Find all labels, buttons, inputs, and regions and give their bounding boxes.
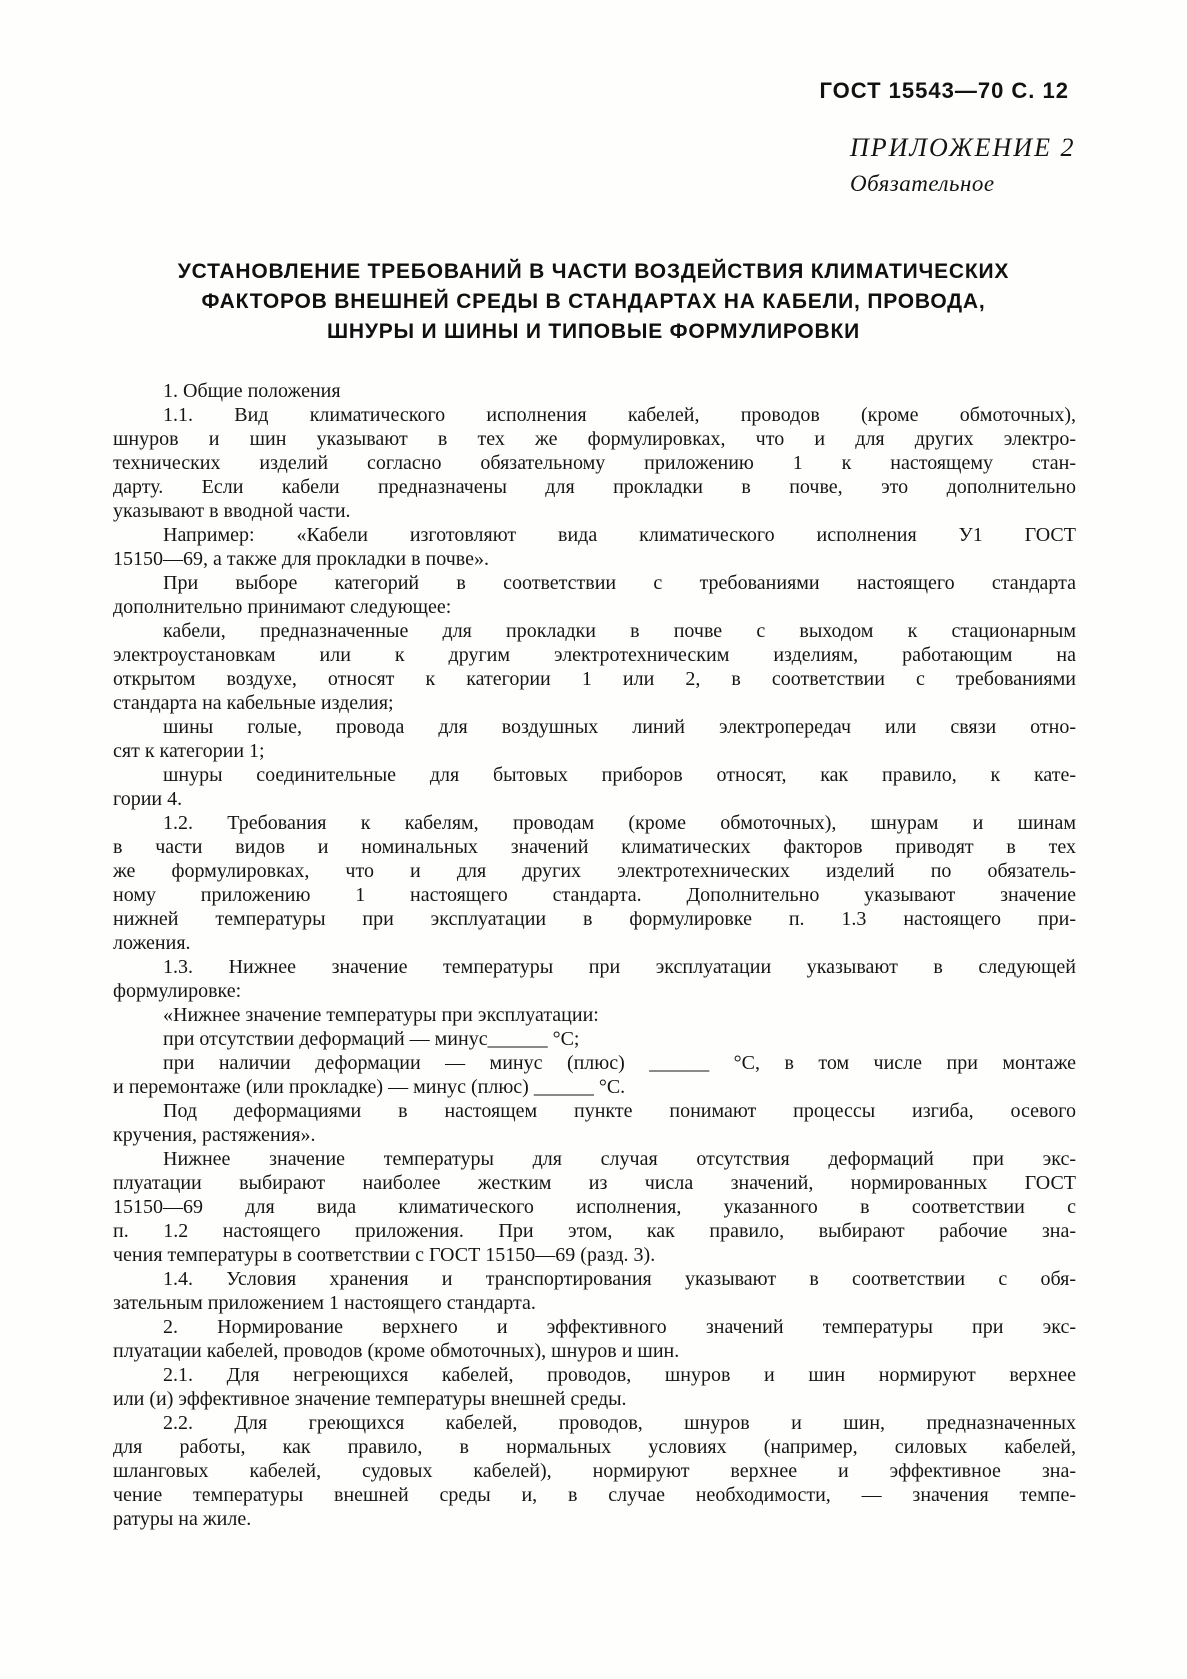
- text-line: Например: «Кабели изготовляют вида климатического исполнения У1 ГОСТ: [163, 524, 1076, 546]
- text-line: дополнительно принимают следующее:: [113, 596, 452, 618]
- text-line: п. 1.2 настоящего приложения. При этом, как правило, выбирают рабочие зна-: [113, 1220, 1076, 1242]
- text-line: 1.1. Вид климатического исполнения кабелей, проводов (кроме обмоточных),: [163, 404, 1076, 426]
- appendix-label: ПРИЛОЖЕНИЕ 2: [850, 133, 1076, 162]
- appendix-block: [850, 133, 1075, 197]
- text-line: для работы, как правило, в нормальных условиях (например, силовых кабелей,: [113, 1436, 1076, 1458]
- text-line: чение температуры внешней среды и, в случае необходимости, — значения темпе-: [113, 1484, 1076, 1506]
- text-line: Под деформациями в настоящем пункте понимают процессы изгиба, осевого: [163, 1100, 1076, 1122]
- text-line: чения температуры в соответствии с ГОСТ 15150—69 (разд. 3).: [113, 1244, 656, 1266]
- text-line: при наличии деформации — минус (плюс) ______ °С, в том числе при монтаже: [163, 1052, 1076, 1074]
- text-line: «Нижнее значение температуры при эксплуатации:: [163, 1004, 599, 1026]
- text-line: нижней температуры при эксплуатации в формулировке п. 1.3 настоящего при-: [113, 908, 1076, 930]
- text-line: плуатации кабелей, проводов (кроме обмоточных), шнуров и шин.: [113, 1340, 680, 1362]
- text-line: шланговых кабелей, судовых кабелей), нормируют верхнее и эффективное зна-: [113, 1460, 1076, 1482]
- text-line: ратуры на жиле.: [113, 1508, 252, 1530]
- document-title-line-3: ШНУРЫ И ШИНЫ И ТИПОВЫЕ ФОРМУЛИРОВКИ: [327, 320, 860, 343]
- text-line: кабели, предназначенные для прокладки в почве с выходом к стационарным: [163, 620, 1076, 642]
- text-line: шнуры соединительные для бытовых приборов относят, как правило, к кате-: [163, 764, 1076, 786]
- text-line: при отсутствии деформаций — минус______ °С;: [163, 1028, 580, 1050]
- text-line: плуатации выбирают наиболее жестким из числа значений, нормированных ГОСТ: [113, 1172, 1076, 1194]
- text-line: указывают в вводной части.: [113, 500, 351, 522]
- text-line: кручения, растяжения».: [113, 1124, 316, 1146]
- text-line: 1.2. Требования к кабелям, проводам (кроме обмоточных), шнурам и шинам: [163, 812, 1076, 834]
- document-reference-header: ГОСТ 15543—70 С. 12: [819, 78, 1069, 103]
- document-title-line-2: ФАКТОРОВ ВНЕШНЕЙ СРЕДЫ В СТАНДАРТАХ НА КАБЕЛИ, ПРОВОДА,: [201, 290, 986, 313]
- text-line: сят к категории 1;: [113, 740, 265, 762]
- text-line: стандарта на кабельные изделия;: [113, 692, 394, 714]
- text-line: и перемонтаже (или прокладке) — минус (плюс) ______ °С.: [113, 1076, 626, 1098]
- text-line: 1.3. Нижнее значение температуры при эксплуатации указывают в следующей: [163, 956, 1076, 978]
- text-line: 15150—69 для вида климатического исполнения, указанного в соответствии с: [113, 1196, 1076, 1218]
- text-line: ложения.: [113, 932, 191, 954]
- text-line: формулировке:: [113, 980, 242, 1002]
- body-text: [113, 379, 1076, 1531]
- text-line: При выборе категорий в соответствии с требованиями настоящего стандарта: [163, 572, 1076, 594]
- text-line: 2.1. Для негреющихся кабелей, проводов, шнуров и шин нормируют верхнее: [163, 1364, 1076, 1386]
- text-line: же формулировках, что и для других электротехнических изделий по обязатель-: [113, 860, 1076, 882]
- text-line: шнуров и шин указывают в тех же формулировках, что и для других электро-: [113, 428, 1076, 450]
- text-line: шины голые, провода для воздушных линий электропередач или связи отно-: [163, 716, 1076, 738]
- text-line: гории 4.: [113, 788, 183, 810]
- text-line: в части видов и номинальных значений климатических факторов приводят в тех: [113, 836, 1076, 858]
- text-line: открытом воздухе, относят к категории 1 или 2, в соответствии с требованиями: [113, 668, 1076, 690]
- text-line: зательным приложением 1 настоящего стандарта.: [113, 1292, 536, 1314]
- text-line: Нижнее значение температуры для случая отсутствия деформаций при экс-: [163, 1148, 1076, 1170]
- appendix-type: Обязательное: [850, 171, 995, 196]
- document-title-line-1: УСТАНОВЛЕНИЕ ТРЕБОВАНИЙ В ЧАСТИ ВОЗДЕЙСТВИЯ КЛИМАТИЧЕСКИХ: [177, 260, 1010, 283]
- text-line: 1.4. Условия хранения и транспортирования указывают в соответствии с обя-: [163, 1268, 1076, 1290]
- text-line: 2. Нормирование верхнего и эффективного значений температуры при экс-: [163, 1316, 1076, 1338]
- text-line: 15150—69, а также для прокладки в почве».: [113, 548, 490, 570]
- text-line: технических изделий согласно обязательному приложению 1 к настоящему стан-: [113, 452, 1076, 474]
- text-line: дарту. Если кабели предназначены для прокладки в почве, это дополнительно: [113, 476, 1076, 498]
- text-line: 1. Общие положения: [163, 380, 341, 402]
- text-line: или (и) эффективное значение температуры внешней среды.: [113, 1388, 627, 1410]
- document-title: [0, 257, 1187, 347]
- text-line: 2.2. Для греющихся кабелей, проводов, шнуров и шин, предназначенных: [163, 1412, 1076, 1434]
- text-line: электроустановкам или к другим электротехническим изделиям, работающим на: [113, 644, 1076, 666]
- text-line: ному приложению 1 настоящего стандарта. Дополнительно указывают значение: [113, 884, 1076, 906]
